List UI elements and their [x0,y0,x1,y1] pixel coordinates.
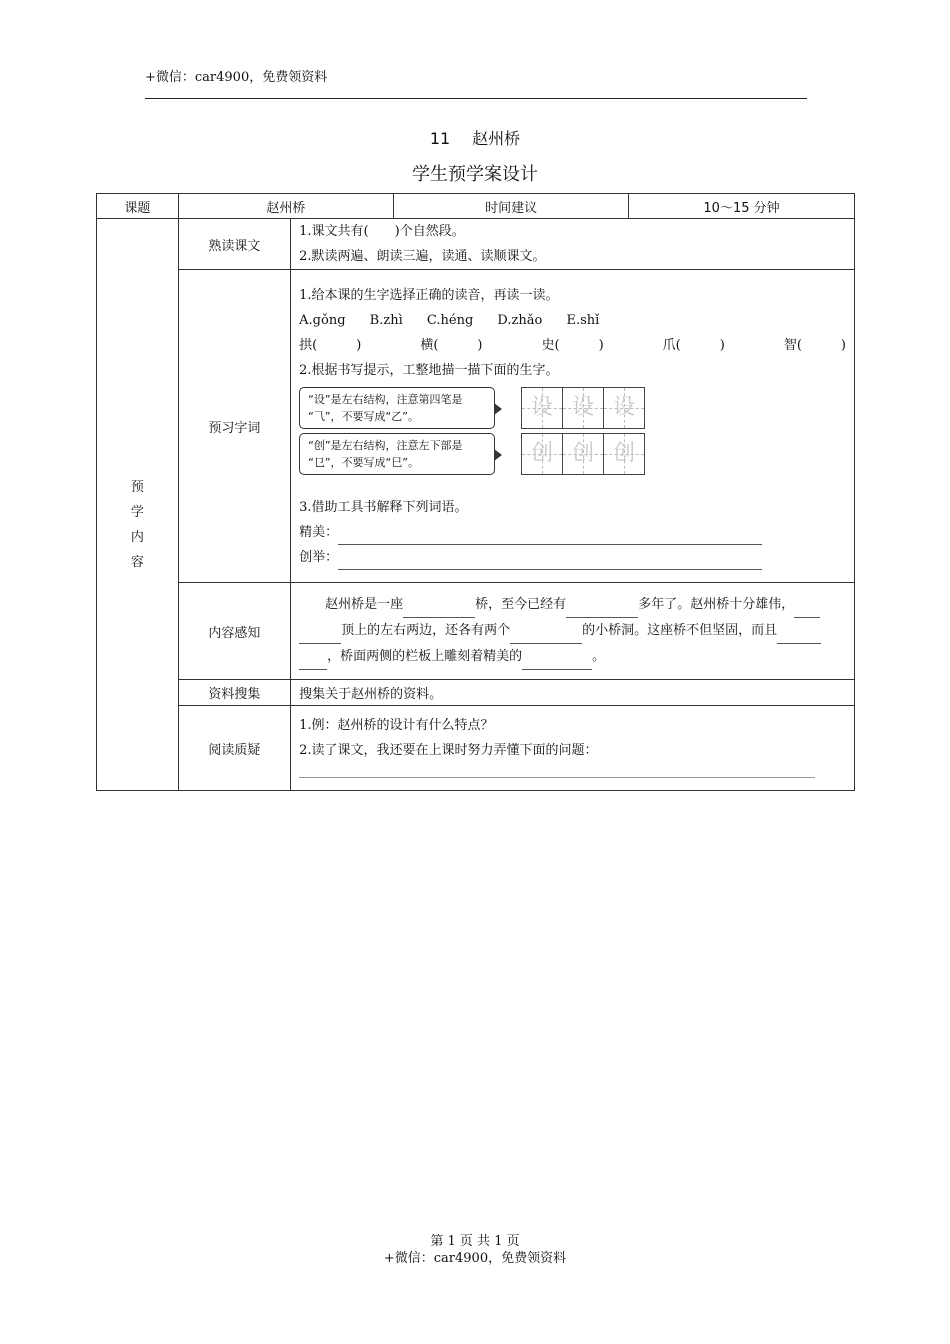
words-q2: 2.根据书写提示，工整地描一描下面的生字。 [299,362,559,378]
question-label: 阅读质疑 [178,706,291,791]
pinyin-option: A.gǒng [299,312,346,328]
section-label [97,219,179,791]
lesson-name: 赵州桥 [472,129,521,148]
trace-box[interactable]: 设 [603,388,644,428]
footer-note: +微信：car4900，免费领资料 [383,1251,567,1266]
term-label: 精美： [299,524,339,540]
table-row-question [97,706,855,791]
page-number: 第 1 页 共 1 页 [430,1234,520,1249]
blank[interactable] [566,617,638,618]
question-content [291,706,855,791]
char-blanks [299,333,846,358]
material-label: 资料搜集 [178,680,291,706]
reading-line: 1.课文共有( )个自然段。 [299,224,465,239]
header-note: +微信：car4900，免费领资料 [145,70,328,85]
pinyin-option: D.zhǎo [497,312,543,328]
blank[interactable] [794,617,820,618]
lesson-title [0,126,950,149]
blank[interactable] [522,669,592,670]
trace-box[interactable]: 创 [603,434,644,474]
trace-box[interactable]: 设 [522,388,562,428]
blank[interactable] [299,643,341,644]
table-row-reading [97,219,855,270]
question-line: 1.例：赵州桥的设计有什么特点？ [299,718,494,733]
blank[interactable] [403,617,475,618]
char-blank: 智( ) [783,337,846,353]
words-q1: 1.给本课的生字选择正确的读音，再读一读。 [299,287,559,303]
char-blank: 史( ) [541,337,604,353]
reading-label: 熟读课文 [178,219,291,270]
pinyin-option: E.shǐ [566,312,600,328]
table-row-content [97,583,855,680]
section-char: 学 [130,504,144,520]
topic-value: 赵州桥 [178,194,393,219]
tip-text: “创”是左右结构，注意左下部是 [308,438,463,452]
topic-label: 课题 [97,194,179,219]
tip-bubble-1 [299,387,495,429]
section-char: 内 [130,529,144,545]
content-paragraph: 赵州桥是一座 桥，至今已经有 多年了。赵州桥十分雄伟， 顶上的左右两边，还各有两个 的小桥洞。这座桥不但坚固，而且 ，桥面两侧的栏板上雕刻着精美的 。 [291,583,855,680]
reading-content [291,219,855,270]
blank[interactable] [777,643,821,644]
time-label: 时间建议 [394,194,629,219]
term-row-2 [299,545,846,570]
words-content [291,270,855,583]
content-label: 内容感知 [178,583,291,680]
char-blank: 爪( ) [662,337,725,353]
header-divider [145,98,807,99]
answer-line[interactable] [299,777,815,778]
section-char: 容 [130,554,144,570]
material-text: 搜集关于赵州桥的资料。 [291,680,855,706]
pinyin-option: C.héng [426,312,474,328]
tip-row-1 [299,387,846,429]
table-row-words [97,270,855,583]
lesson-number: 11 [429,129,451,148]
question-line: 2.读了课文，我还要在上课时努力弄懂下面的问题： [299,743,598,758]
words-q3: 3.借助工具书解释下列词语。 [299,499,468,515]
trace-box[interactable]: 创 [522,434,562,474]
trace-box[interactable]: 创 [562,434,603,474]
reading-line: 2.默读两遍、朗读三遍，读通、读顺课文。 [299,249,546,264]
term-label: 创举： [299,549,339,565]
words-label: 预习字词 [178,270,291,583]
table-row-material [97,680,855,706]
time-value: 10～15 分钟 [629,194,855,219]
blank[interactable] [299,669,327,670]
tip-text: “㔾”，不要写成“巳”。 [308,455,419,469]
trace-grid-2 [521,433,645,475]
worksheet-table [96,193,855,791]
blank[interactable] [510,643,582,644]
term-row-1 [299,520,846,545]
pinyin-option: B.zhì [369,312,403,328]
page-subtitle: 学生预学案设计 [412,164,538,185]
tip-text: “设”是左右结构，注意第四笔是 [308,392,463,406]
answer-line[interactable] [338,569,762,570]
pinyin-options [299,308,846,333]
trace-grid-1 [521,387,645,429]
tip-text: “⺄”，不要写成“乙”。 [308,409,419,423]
table-row-topic [97,194,855,219]
char-blank: 拱( ) [299,337,362,353]
trace-box[interactable]: 设 [562,388,603,428]
section-char: 预 [130,479,144,495]
char-blank: 横( ) [420,337,483,353]
tip-bubble-2 [299,433,495,475]
tip-row-2 [299,433,846,475]
